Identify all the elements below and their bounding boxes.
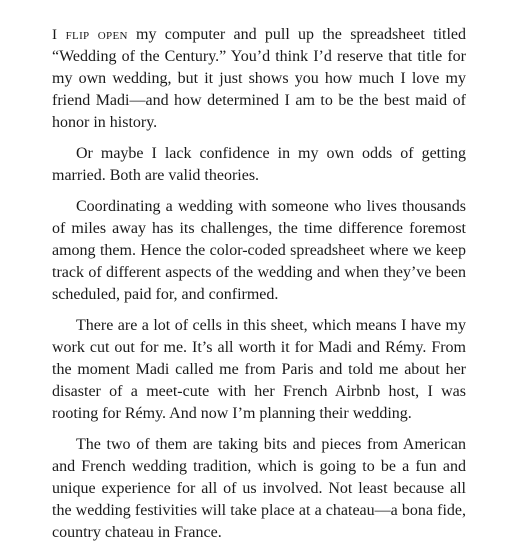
opening-small-caps: I flip open [52, 27, 128, 43]
paragraph-3: Coordinating a wedding with someone who lives thousands of miles away has its challenges, the time difference foremost among them. Hence the color-coded spreadsheet where we keep track of different aspects of the wedding and when they’ve been scheduled, paid for, and confirmed. [52, 198, 466, 303]
paragraph-1-text: my computer and pull up the spreadsheet titled “Wedding of the Century.” You’d think I’d reserve that title for my own wedding, but it just shows you how much I love my friend Madi—and how determined I am to be the best maid of honor in history. [52, 26, 467, 131]
paragraph-1 [52, 24, 466, 134]
paragraph-2: Or maybe I lack confidence in my own odds of getting married. Both are valid theories. [52, 145, 466, 184]
paragraph-5: The two of them are taking bits and pieces from American and French wedding tradition, which is going to be a fun and unique experience for all of us involved. Not least because all the wedding festivities will take place at a chateau—a bona fide, country chateau in France. [52, 436, 466, 541]
paragraph-4: There are a lot of cells in this sheet, which means I have my work cut out for me. It’s all worth it for Madi and Rémy. From the moment Madi called me from Paris and told me about her disaster of a meet-cute with her French Airbnb host, I was rooting for Rémy. And now I’m planning their wedding. [52, 317, 466, 422]
